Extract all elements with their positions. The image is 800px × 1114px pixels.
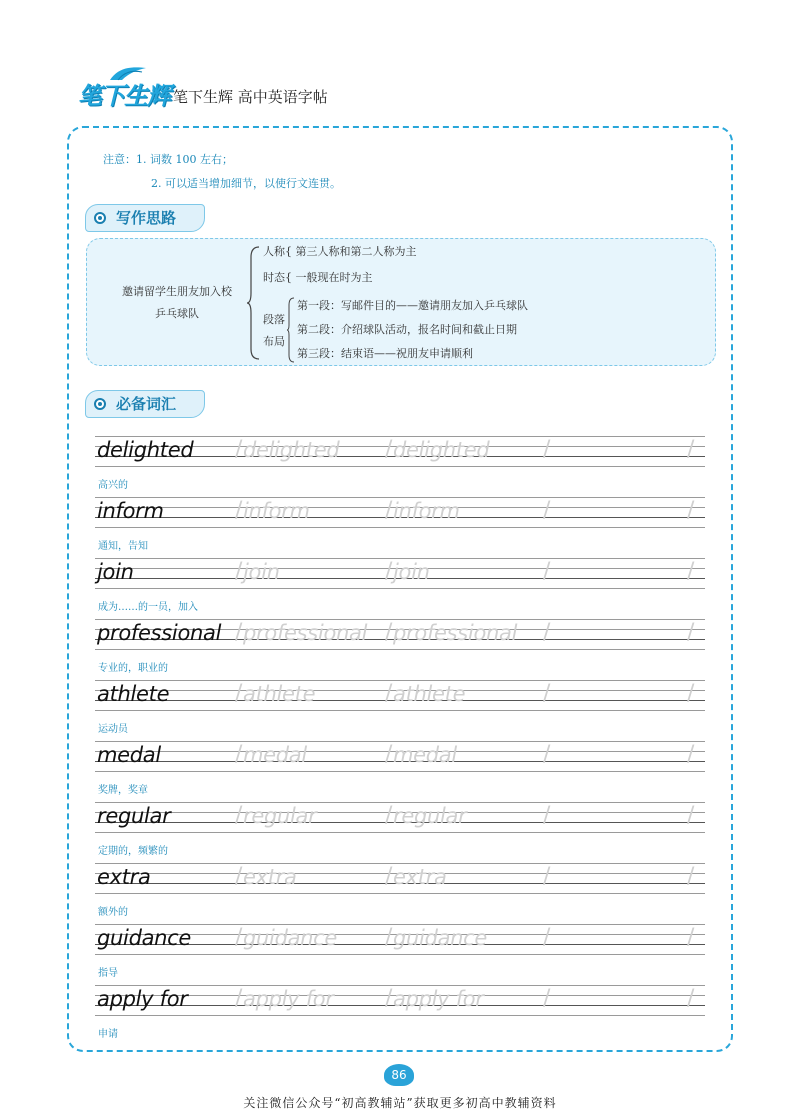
trace-word: guidance: [243, 926, 338, 950]
layout-label-1: 段落: [263, 313, 285, 326]
slash-mark: /: [687, 925, 695, 950]
slash-mark: /: [235, 620, 243, 645]
vocabulary-list: [95, 432, 705, 1042]
vocab-meaning: 专业的，职业的: [98, 663, 168, 674]
slash-mark: /: [687, 620, 695, 645]
vocab-word: join: [97, 560, 134, 584]
slash-mark: /: [687, 986, 695, 1011]
slash-mark: /: [235, 803, 243, 828]
vocab-row: [95, 676, 705, 737]
vocab-meaning: 额外的: [98, 907, 128, 918]
page-number: 86: [384, 1064, 414, 1086]
vocab-word: extra: [97, 865, 151, 889]
trace-word: join: [393, 560, 430, 584]
tense-label: 时态{: [263, 271, 292, 284]
vocab-row: [95, 981, 705, 1042]
para-2: 第二段：介绍球队活动，报名时间和截止日期: [297, 323, 517, 336]
slash-mark: /: [385, 681, 393, 706]
vocab-meaning: 高兴的: [98, 480, 128, 491]
slash-mark: /: [385, 498, 393, 523]
slash-mark: /: [235, 742, 243, 767]
slash-mark: /: [687, 681, 695, 706]
trace-word: professional: [243, 621, 368, 645]
vocab-meaning: 奖牌，奖章: [98, 785, 148, 796]
trace-word: athlete: [243, 682, 316, 706]
trace-word: join: [243, 560, 280, 584]
slash-mark: /: [543, 437, 551, 462]
slash-mark: /: [543, 803, 551, 828]
slash-mark: /: [235, 986, 243, 1011]
vocab-meaning: 成为……的一员，加入: [98, 602, 198, 613]
footer-text: 关注微信公众号“初高教辅站”获取更多初高中教辅资料: [243, 1096, 557, 1110]
notes: [103, 148, 341, 196]
vocab-row: [95, 920, 705, 981]
small-brace-icon: [287, 297, 295, 363]
slash-mark: /: [235, 559, 243, 584]
vocab-word: professional: [97, 621, 222, 645]
section-writing-idea: [85, 204, 205, 232]
slash-mark: /: [687, 864, 695, 889]
vocab-meaning: 申请: [98, 1029, 118, 1040]
person-value: 第三人称和第二人称为主: [295, 245, 417, 258]
slash-mark: /: [385, 864, 393, 889]
trace-word: medal: [393, 743, 457, 767]
vocab-row: [95, 493, 705, 554]
note-line-2: 2. 可以适当增加细节，以使行文连贯。: [151, 177, 341, 190]
vocab-row: [95, 798, 705, 859]
trace-word: delighted: [393, 438, 490, 462]
slash-mark: /: [687, 437, 695, 462]
note-line-1: 注意：1. 词数 100 左右；: [103, 153, 233, 166]
page-header: [78, 74, 718, 114]
brand-logo: 笔下生辉: [78, 82, 170, 110]
vocab-meaning: 运动员: [98, 724, 128, 735]
vocab-word: athlete: [97, 682, 170, 706]
vocab-row: [95, 615, 705, 676]
trace-word: inform: [393, 499, 460, 523]
slash-mark: /: [385, 437, 393, 462]
slash-mark: /: [235, 681, 243, 706]
trace-word: apply for: [243, 987, 334, 1011]
section-title: 必备词汇: [116, 395, 177, 413]
slash-mark: /: [543, 681, 551, 706]
slash-mark: /: [235, 925, 243, 950]
slash-mark: /: [385, 803, 393, 828]
trace-word: extra: [243, 865, 297, 889]
vocab-word: regular: [97, 804, 171, 828]
layout-label: [263, 309, 285, 353]
section-title: 写作思路: [116, 209, 177, 227]
vocab-row: [95, 554, 705, 615]
person-label: 人称{: [263, 245, 292, 258]
header-title: 笔下生辉 高中英语字帖: [173, 88, 328, 106]
topic-line-2: 乒乓球队: [155, 307, 199, 320]
vocab-word: inform: [97, 499, 164, 523]
vocab-word: guidance: [97, 926, 192, 950]
trace-word: delighted: [243, 438, 340, 462]
slash-mark: /: [543, 620, 551, 645]
vocab-meaning: 通知，告知: [98, 541, 148, 552]
trace-word: regular: [393, 804, 467, 828]
para-3: 第三段：结束语——祝朋友申请顺利: [297, 347, 473, 360]
slash-mark: /: [543, 498, 551, 523]
slash-mark: /: [385, 742, 393, 767]
vocab-meaning: 指导: [98, 968, 118, 979]
trace-word: athlete: [393, 682, 466, 706]
slash-mark: /: [543, 925, 551, 950]
vocab-row: [95, 432, 705, 493]
trace-word: medal: [243, 743, 307, 767]
person-row: [263, 243, 417, 259]
slash-mark: /: [543, 864, 551, 889]
vocab-word: medal: [97, 743, 161, 767]
vocab-row: [95, 737, 705, 798]
trace-word: regular: [243, 804, 317, 828]
layout-label-2: 布局: [263, 335, 285, 348]
vocab-row: [95, 859, 705, 920]
slash-mark: /: [687, 498, 695, 523]
trace-word: inform: [243, 499, 310, 523]
outline-topic: [107, 281, 247, 325]
trace-word: professional: [393, 621, 518, 645]
tense-row: [263, 269, 373, 285]
para-1: 第一段：写邮件目的——邀请朋友加入乒乓球队: [297, 299, 528, 312]
slash-mark: /: [235, 498, 243, 523]
section-vocabulary: [85, 390, 205, 418]
slash-mark: /: [385, 986, 393, 1011]
slash-mark: /: [687, 559, 695, 584]
trace-word: guidance: [393, 926, 488, 950]
brace-icon: [247, 245, 261, 361]
slash-mark: /: [543, 742, 551, 767]
slash-mark: /: [385, 925, 393, 950]
bullet-icon: [94, 212, 106, 224]
tense-value: 一般现在时为主: [295, 271, 373, 284]
trace-word: extra: [393, 865, 447, 889]
outline-box: [86, 238, 716, 366]
vocab-word: delighted: [97, 438, 194, 462]
topic-line-1: 邀请留学生朋友加入校: [122, 285, 232, 298]
slash-mark: /: [235, 864, 243, 889]
slash-mark: /: [385, 559, 393, 584]
vocab-meaning: 定期的，频繁的: [98, 846, 168, 857]
trace-word: apply for: [393, 987, 484, 1011]
slash-mark: /: [543, 559, 551, 584]
slash-mark: /: [235, 437, 243, 462]
slash-mark: /: [687, 803, 695, 828]
slash-mark: /: [687, 742, 695, 767]
bullet-icon: [94, 398, 106, 410]
slash-mark: /: [543, 986, 551, 1011]
slash-mark: /: [385, 620, 393, 645]
vocab-word: apply for: [97, 987, 188, 1011]
